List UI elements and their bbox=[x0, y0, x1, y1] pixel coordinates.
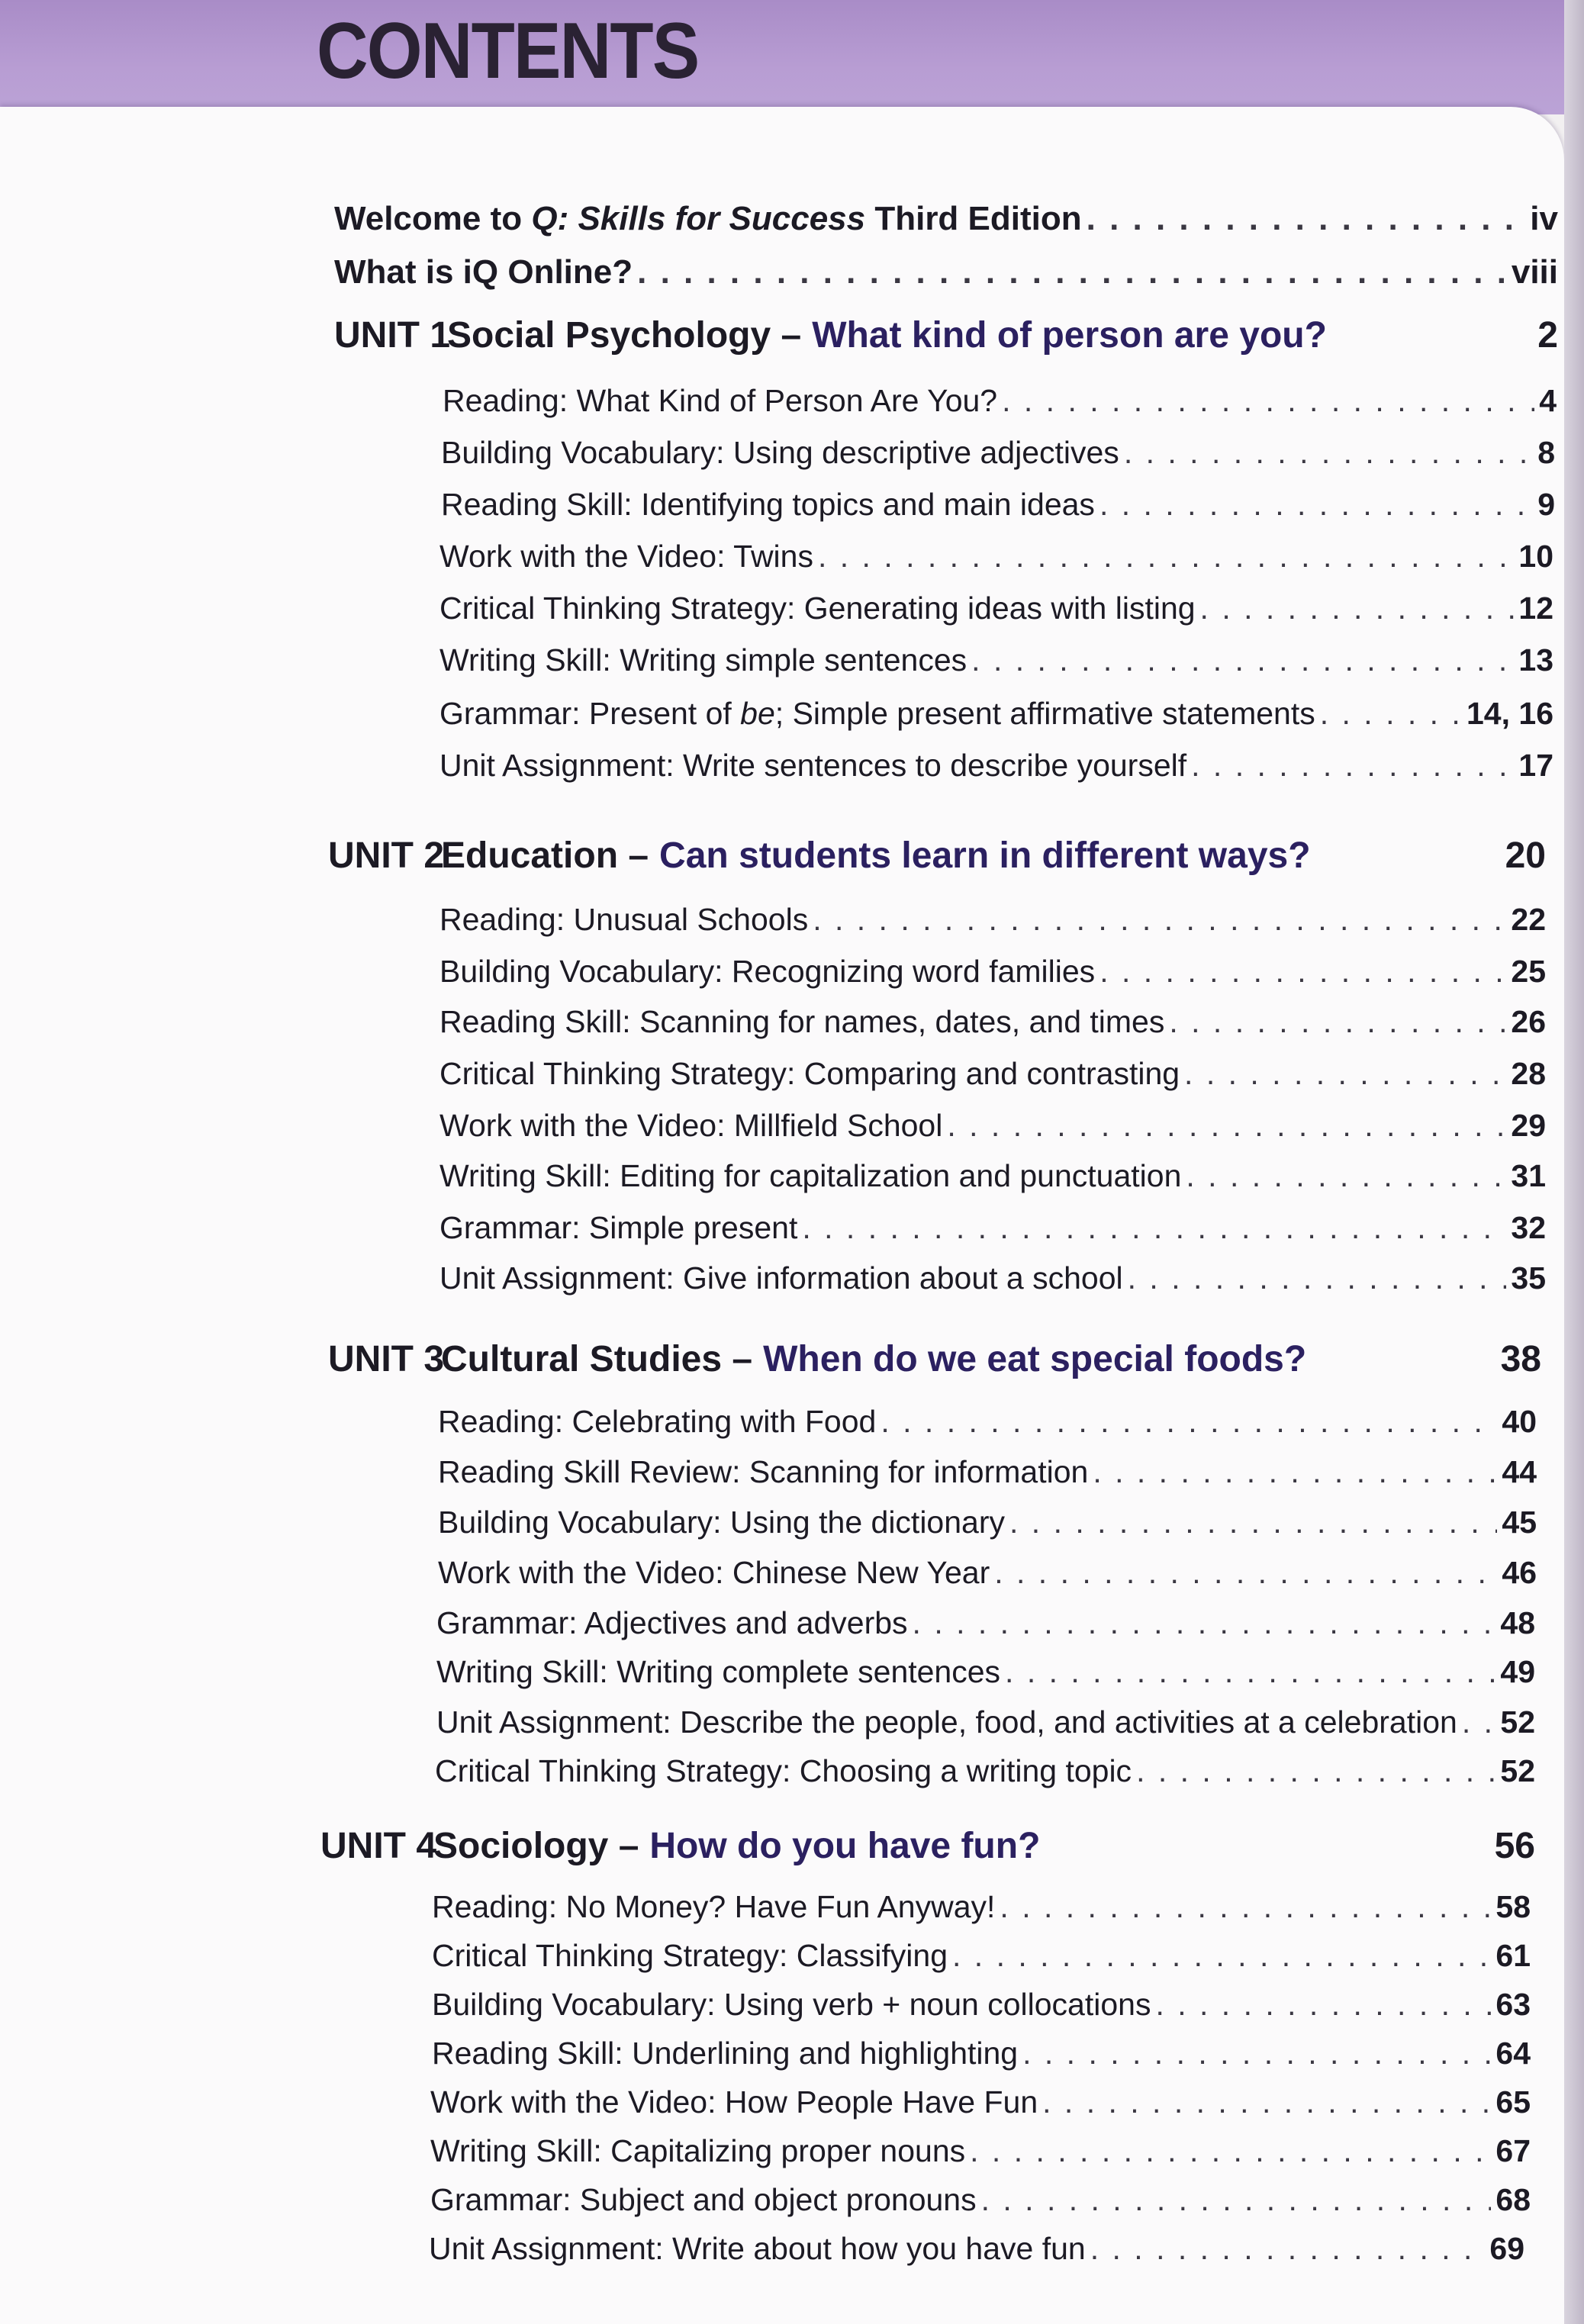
entry-title: What is iQ Online? bbox=[334, 253, 633, 291]
entry-title: Grammar: Simple present bbox=[439, 1210, 798, 1245]
page-number: 12 bbox=[1518, 591, 1553, 626]
toc-entry[interactable] bbox=[436, 1605, 1535, 1641]
entry-title: Unit Assignment: Write about how you have fun bbox=[429, 2231, 1086, 2266]
toc-entry[interactable] bbox=[438, 1454, 1537, 1490]
page-number: 14, 16 bbox=[1466, 696, 1553, 731]
entry-title: Critical Thinking Strategy: Choosing a writing topic bbox=[435, 1753, 1132, 1788]
toc-entry[interactable] bbox=[438, 1505, 1537, 1540]
toc-entry[interactable] bbox=[430, 2133, 1531, 2169]
toc-entry[interactable] bbox=[432, 1889, 1531, 1925]
toc-entry[interactable] bbox=[436, 1704, 1535, 1740]
dot-leader bbox=[1093, 1454, 1497, 1490]
entry-title: Writing Skill: Writing simple sentences bbox=[439, 642, 967, 678]
dot-leader bbox=[1124, 435, 1533, 471]
unit-label: UNIT 3 bbox=[328, 1339, 445, 1379]
page-number: 69 bbox=[1489, 2231, 1524, 2266]
page-number: 25 bbox=[1511, 954, 1546, 989]
page-number: 10 bbox=[1518, 539, 1553, 574]
dot-leader bbox=[971, 642, 1514, 678]
entry-title: Building Vocabulary: Recognizing word families bbox=[439, 954, 1096, 989]
page-number: 17 bbox=[1518, 748, 1553, 783]
toc-entry[interactable] bbox=[439, 591, 1553, 626]
toc-entry[interactable] bbox=[435, 1753, 1535, 1789]
page-number: 13 bbox=[1518, 642, 1553, 678]
entry-title: Writing Skill: Editing for capitalization and punctuation bbox=[439, 1158, 1182, 1193]
page-number: 49 bbox=[1500, 1654, 1535, 1689]
page-number: 44 bbox=[1502, 1454, 1537, 1489]
dot-leader bbox=[1009, 1505, 1497, 1540]
unit-question: Can students learn in different ways? bbox=[659, 835, 1311, 876]
entry-title: Critical Thinking Strategy: Comparing and contrasting bbox=[439, 1056, 1180, 1091]
unit-subject: Education – bbox=[441, 835, 649, 876]
toc-entry[interactable] bbox=[436, 1654, 1535, 1690]
entry-title: Reading Skill Review: Scanning for information bbox=[438, 1454, 1089, 1489]
page-gutter bbox=[1564, 0, 1584, 2324]
entry-title: Unit Assignment: Write sentences to describe yourself bbox=[439, 748, 1187, 783]
unit-1-heading[interactable] bbox=[334, 314, 1558, 356]
unit-label: UNIT 1 bbox=[334, 315, 451, 356]
dot-leader bbox=[1022, 2036, 1491, 2071]
page-number: 48 bbox=[1500, 1605, 1535, 1640]
dot-leader bbox=[1186, 1158, 1506, 1194]
dot-leader bbox=[1191, 748, 1514, 784]
toc-entry[interactable] bbox=[439, 902, 1546, 938]
toc-entry[interactable] bbox=[430, 2182, 1531, 2218]
page-number: 8 bbox=[1537, 435, 1555, 470]
page-number: 45 bbox=[1502, 1505, 1537, 1540]
toc-entry[interactable] bbox=[439, 1210, 1546, 1246]
unit-4-heading[interactable] bbox=[320, 1825, 1535, 1867]
page-number: 28 bbox=[1511, 1056, 1546, 1091]
entry-title: Critical Thinking Strategy: Classifying bbox=[432, 1938, 948, 1973]
dot-leader bbox=[802, 1210, 1506, 1246]
page-number: viii bbox=[1511, 253, 1558, 291]
unit-2-heading[interactable] bbox=[328, 835, 1546, 877]
unit-page-number: 20 bbox=[1505, 835, 1546, 876]
page-number: 31 bbox=[1511, 1158, 1546, 1193]
page-number: 26 bbox=[1511, 1004, 1546, 1039]
toc-entry[interactable] bbox=[439, 1004, 1546, 1040]
unit-subject: Sociology – bbox=[433, 1826, 639, 1866]
dot-leader bbox=[913, 1605, 1496, 1641]
entry-title: Unit Assignment: Give information about a school bbox=[439, 1260, 1123, 1296]
page-number: 9 bbox=[1537, 487, 1555, 522]
page-number: iv bbox=[1530, 200, 1558, 237]
page-number: 61 bbox=[1495, 1938, 1531, 1973]
entry-title: Work with the Video: How People Have Fun bbox=[430, 2084, 1038, 2120]
dot-leader bbox=[1002, 383, 1534, 419]
entry-title: Work with the Video: Millfield School bbox=[439, 1108, 943, 1143]
dot-leader bbox=[881, 1404, 1497, 1440]
toc-entry[interactable] bbox=[432, 2036, 1531, 2071]
entry-title: Building Vocabulary: Using verb + noun collocations bbox=[432, 1987, 1151, 2022]
toc-entry[interactable] bbox=[439, 642, 1553, 678]
toc-entry[interactable] bbox=[439, 1056, 1546, 1092]
entry-title: Welcome to Q: Skills for Success Third Edition bbox=[334, 200, 1082, 237]
page-number: 46 bbox=[1502, 1555, 1537, 1590]
dot-leader bbox=[637, 253, 1507, 291]
toc-entry[interactable] bbox=[432, 1938, 1531, 1974]
page-number: 63 bbox=[1495, 1987, 1531, 2022]
dot-leader bbox=[818, 539, 1514, 575]
toc-entry[interactable] bbox=[441, 435, 1555, 471]
dot-leader bbox=[1042, 2084, 1491, 2120]
entry-title: Grammar: Adjectives and adverbs bbox=[436, 1605, 908, 1640]
dot-leader bbox=[1169, 1004, 1506, 1040]
page-number: 58 bbox=[1495, 1889, 1531, 1924]
dot-leader bbox=[970, 2133, 1491, 2169]
toc-entry[interactable] bbox=[443, 383, 1557, 419]
entry-title: Building Vocabulary: Using descriptive adjectives bbox=[441, 435, 1119, 470]
unit-label: UNIT 2 bbox=[328, 835, 445, 876]
dot-leader bbox=[1184, 1056, 1506, 1092]
entry-title: Reading: Unusual Schools bbox=[439, 902, 809, 937]
page-title: CONTENTS bbox=[317, 7, 699, 95]
toc-entry[interactable] bbox=[439, 539, 1553, 575]
page-number: 35 bbox=[1511, 1260, 1546, 1296]
dot-leader bbox=[1099, 487, 1533, 523]
header-band bbox=[0, 0, 1584, 114]
dot-leader bbox=[1200, 591, 1515, 626]
unit-3-heading[interactable] bbox=[328, 1338, 1541, 1380]
unit-page-number: 2 bbox=[1537, 315, 1558, 356]
page-number: 65 bbox=[1495, 2084, 1531, 2120]
page-number: 40 bbox=[1502, 1404, 1537, 1439]
unit-page-number: 38 bbox=[1500, 1339, 1541, 1379]
entry-title: Reading: What Kind of Person Are You? bbox=[443, 383, 998, 418]
dot-leader bbox=[1005, 1654, 1495, 1690]
unit-question: What kind of person are you? bbox=[812, 315, 1327, 356]
page-number: 64 bbox=[1495, 2036, 1531, 2071]
dot-leader bbox=[994, 1555, 1497, 1591]
entry-title: Grammar: Subject and object pronouns bbox=[430, 2182, 977, 2217]
entry-title: Grammar: Present of be; Simple present affirmative statements bbox=[439, 696, 1315, 731]
unit-page-number: 56 bbox=[1494, 1826, 1535, 1866]
entry-title: Reading: No Money? Have Fun Anyway! bbox=[432, 1889, 996, 1924]
entry-title: Work with the Video: Twins bbox=[439, 539, 813, 574]
entry-title: Writing Skill: Writing complete sentences bbox=[436, 1654, 1001, 1689]
dot-leader bbox=[1087, 200, 1526, 238]
toc-entry[interactable] bbox=[439, 696, 1553, 732]
unit-question: How do you have fun? bbox=[649, 1826, 1041, 1866]
page-number: 68 bbox=[1495, 2182, 1531, 2217]
dot-leader bbox=[1128, 1260, 1507, 1296]
unit-question: When do we eat special foods? bbox=[763, 1339, 1307, 1379]
page-number: 29 bbox=[1511, 1108, 1546, 1143]
toc-entry[interactable] bbox=[438, 1555, 1537, 1591]
dot-leader bbox=[1000, 1889, 1491, 1925]
toc-entry[interactable] bbox=[439, 1260, 1546, 1296]
page-number: 32 bbox=[1511, 1210, 1546, 1245]
dot-leader bbox=[952, 1938, 1491, 1974]
dot-leader bbox=[1099, 954, 1506, 990]
entry-title: Reading Skill: Identifying topics and main ideas bbox=[441, 487, 1095, 522]
dot-leader bbox=[1155, 1987, 1491, 2023]
dot-leader bbox=[947, 1108, 1506, 1144]
toc-entry[interactable] bbox=[441, 487, 1555, 523]
toc-entry-iq-online[interactable] bbox=[334, 253, 1558, 291]
page-number: 52 bbox=[1500, 1753, 1535, 1788]
toc-entry-welcome[interactable] bbox=[334, 200, 1558, 238]
toc-entry[interactable] bbox=[438, 1404, 1537, 1440]
dot-leader bbox=[1136, 1753, 1495, 1789]
entry-title: Work with the Video: Chinese New Year bbox=[438, 1555, 990, 1590]
toc-entry[interactable] bbox=[439, 1158, 1546, 1194]
toc-entry[interactable] bbox=[429, 2231, 1524, 2267]
entry-title: Reading Skill: Scanning for names, dates, and times bbox=[439, 1004, 1165, 1039]
entry-title: Reading: Celebrating with Food bbox=[438, 1404, 877, 1439]
unit-subject: Cultural Studies – bbox=[441, 1339, 753, 1379]
toc-entry[interactable] bbox=[439, 1108, 1546, 1144]
page-number: 4 bbox=[1539, 383, 1557, 418]
toc-entry[interactable] bbox=[430, 2084, 1531, 2120]
unit-subject: Social Psychology – bbox=[447, 315, 802, 356]
entry-title: Writing Skill: Capitalizing proper nouns bbox=[430, 2133, 966, 2168]
page-number: 67 bbox=[1495, 2133, 1531, 2168]
entry-title: Unit Assignment: Describe the people, food, and activities at a celebration bbox=[436, 1704, 1457, 1740]
unit-label: UNIT 4 bbox=[320, 1826, 437, 1866]
page-number: 22 bbox=[1511, 902, 1546, 937]
dot-leader bbox=[813, 902, 1506, 938]
dot-leader bbox=[1462, 1704, 1496, 1740]
entry-title: Critical Thinking Strategy: Generating ideas with listing bbox=[439, 591, 1196, 626]
toc-entry[interactable] bbox=[432, 1987, 1531, 2023]
toc-entry[interactable] bbox=[439, 954, 1546, 990]
entry-title: Reading Skill: Underlining and highlighting bbox=[432, 2036, 1019, 2071]
entry-title: Building Vocabulary: Using the dictionary bbox=[438, 1505, 1005, 1540]
dot-leader bbox=[1090, 2231, 1486, 2267]
dot-leader bbox=[981, 2182, 1492, 2218]
toc-entry[interactable] bbox=[439, 748, 1553, 784]
dot-leader bbox=[1320, 696, 1462, 732]
page-number: 52 bbox=[1500, 1704, 1535, 1740]
